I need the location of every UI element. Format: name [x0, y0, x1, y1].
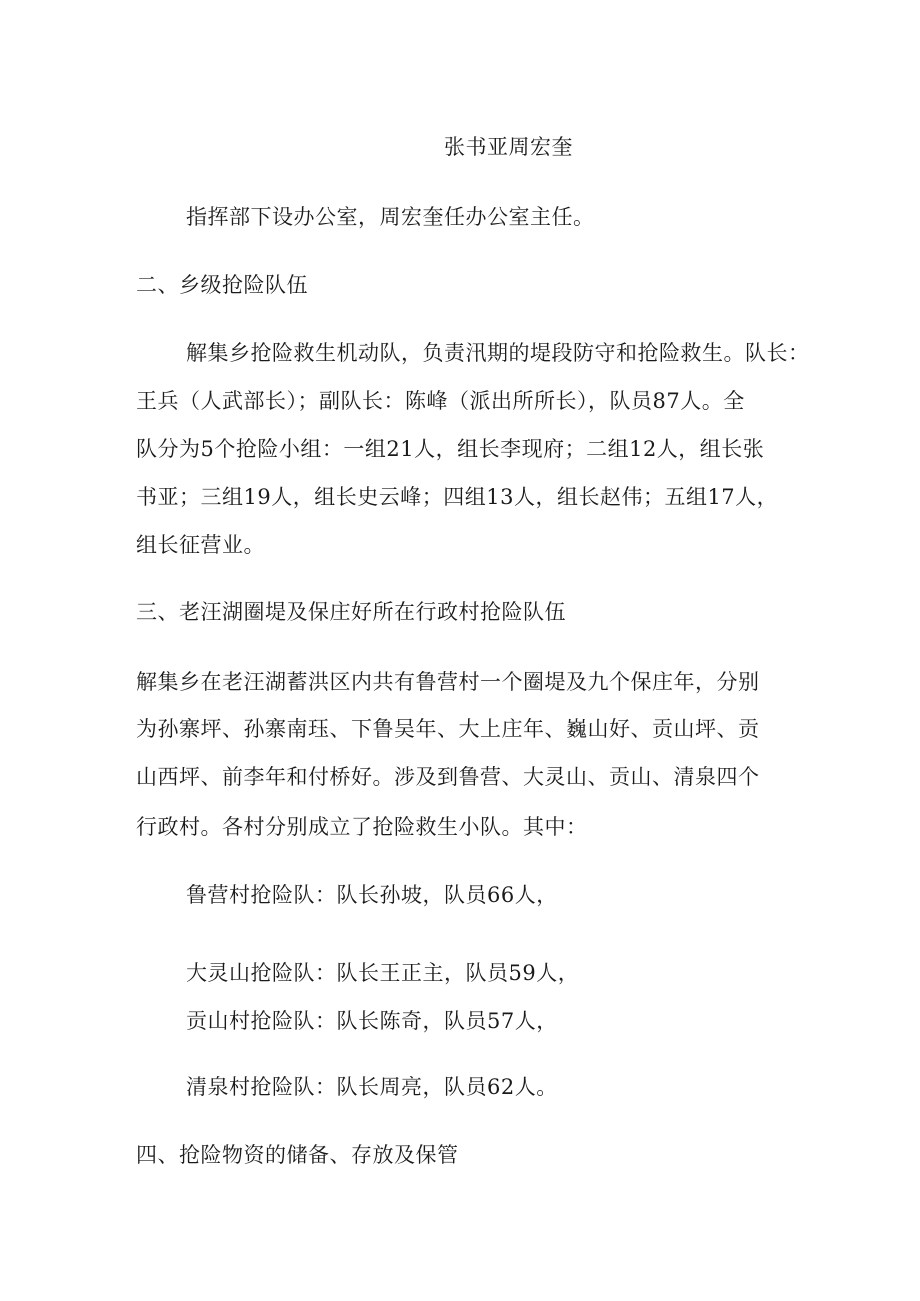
paragraph-line: 书亚；三组19人，组长史云峰；四组13人，组长赵伟；五组17人，	[136, 485, 779, 509]
paragraph-line: 解集乡抢险救生机动队，负责汛期的堤段防守和抢险救生。队长：	[186, 341, 810, 365]
section-heading-4: 四、抢险物资的储备、存放及保管	[136, 1143, 459, 1167]
paragraph-line: 王兵（人武部长）；副队长：陈峰（派出所所长），队员87人。全	[136, 389, 745, 413]
names-line: 张书亚周宏奎	[444, 135, 573, 159]
team-line: 清泉村抢险队：队长周亮，队员62人。	[186, 1075, 558, 1099]
paragraph-line: 行政村。各村分别成立了抢险救生小队。其中：	[136, 815, 588, 839]
paragraph-line: 解集乡在老汪湖蓄洪区内共有鲁营村一个圈堤及九个保庄年，分别	[136, 670, 760, 694]
paragraph-line: 组长征营业。	[136, 533, 265, 557]
team-line: 大灵山抢险队：队长王正主，队员59人，	[186, 961, 580, 985]
section-heading-3: 三、老汪湖圈堤及保庄好所在行政村抢险队伍	[136, 600, 566, 624]
paragraph-line: 队分为5个抢险小组：一组21人，组长李现府；二组12人，组长张	[136, 437, 765, 461]
team-line: 鲁营村抢险队：队长孙坡，队员66人，	[186, 883, 558, 907]
section-heading-2: 二、乡级抢险队伍	[136, 273, 308, 297]
paragraph-line: 山西坪、前李年和付桥好。涉及到鲁营、大灵山、贡山、清泉四个	[136, 765, 760, 789]
team-line: 贡山村抢险队：队长陈奇，队员57人，	[186, 1009, 558, 1033]
office-line: 指挥部下设办公室，周宏奎任办公室主任。	[186, 205, 595, 229]
paragraph-line: 为孙寨坪、孙寨南珏、下鲁吴年、大上庄年、巍山好、贡山坪、贡	[136, 717, 760, 741]
